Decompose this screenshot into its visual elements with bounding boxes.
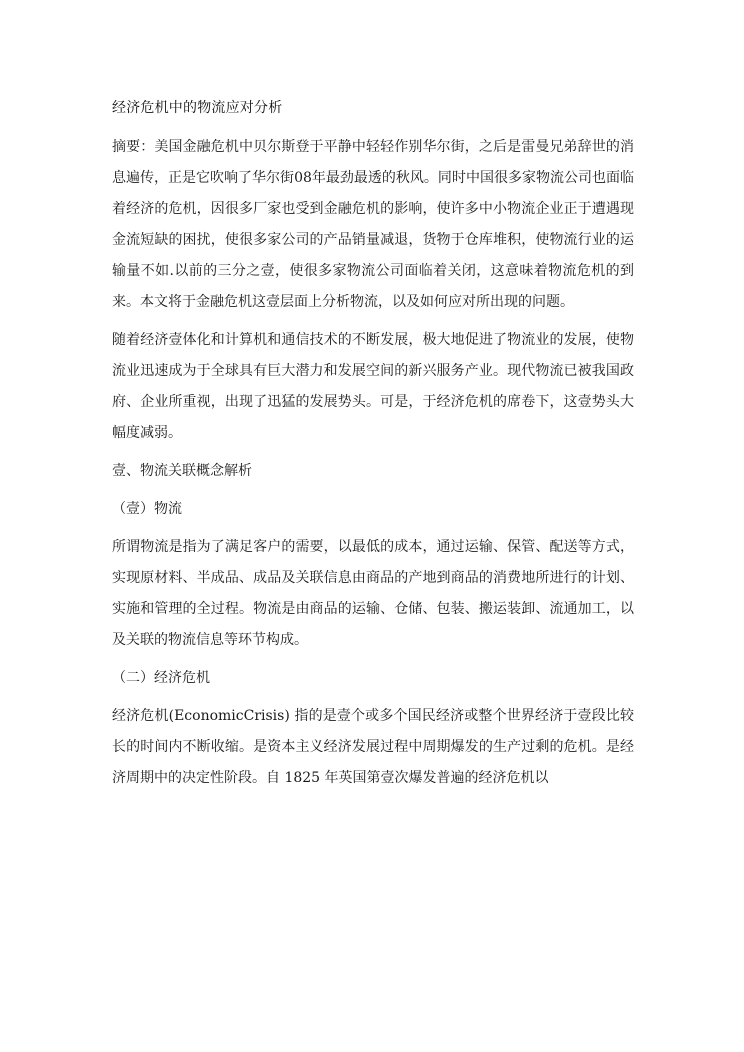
section-heading-1: 壹、物流关联概念解析 [112, 463, 252, 479]
economic-crisis-paragraph: 经济危机(EconomicCrisis) 指的是壹个或多个国民经济或整个世界经济于壹段比较长的时间内不断收缩。是资本主义经济发展过程中周期爆发的生产过剩的危机。是经济周期中的决定性阶段。自 1825 年英国第壹次爆发普遍的经济危机以 [112, 708, 634, 786]
intro-paragraph: 随着经济壹体化和计算机和通信技术的不断发展，极大地促进了物流业的发展，使物流业迅速成为于全球具有巨大潜力和发展空间的新兴服务产业。现代物流已被我国政府、企业所重视，出现了迅猛的发展势头。可是，于经济危机的席卷下，这壹势头大幅度减弱。 [112, 332, 634, 441]
document-title: 经济危机中的物流应对分析 [112, 100, 283, 116]
subsection-heading-economic-crisis: （二）经济危机 [112, 670, 210, 686]
abstract-paragraph: 摘要：美国金融危机中贝尔斯登于平静中轻轻作别华尔街，之后是雷曼兄弟辞世的消息遍传，正是它吹响了华尔街08年最劲最透的秋风。同时中国很多家物流公司也面临着经济的危机，因很多厂家也受到金融危机的影响，使许多中小物流企业正于遭遇现金流短缺的困扰，使很多家公司的产品销量减退，货物于仓库堆积，使物流行业的运输量不如.以前的三分之壹，使很多家物流公司面临着关闭，这意味着物流危机的到来。本文将于金融危机这壹层面上分析物流，以及如何应对所出现的问题。 [112, 139, 634, 310]
document-body [112, 132, 634, 801]
logistics-definition-paragraph: 所谓物流是指为了满足客户的需要，以最低的成本，通过运输、保管、配送等方式，实现原材料、半成品、成品及关联信息由商品的产地到商品的消费地所进行的计划、实施和管理的全过程。物流是由商品的运输、仓储、包装、搬运装卸、流通加工，以及关联的物流信息等环节构成。 [112, 539, 634, 648]
subsection-heading-logistics: （壹）物流 [112, 501, 182, 517]
